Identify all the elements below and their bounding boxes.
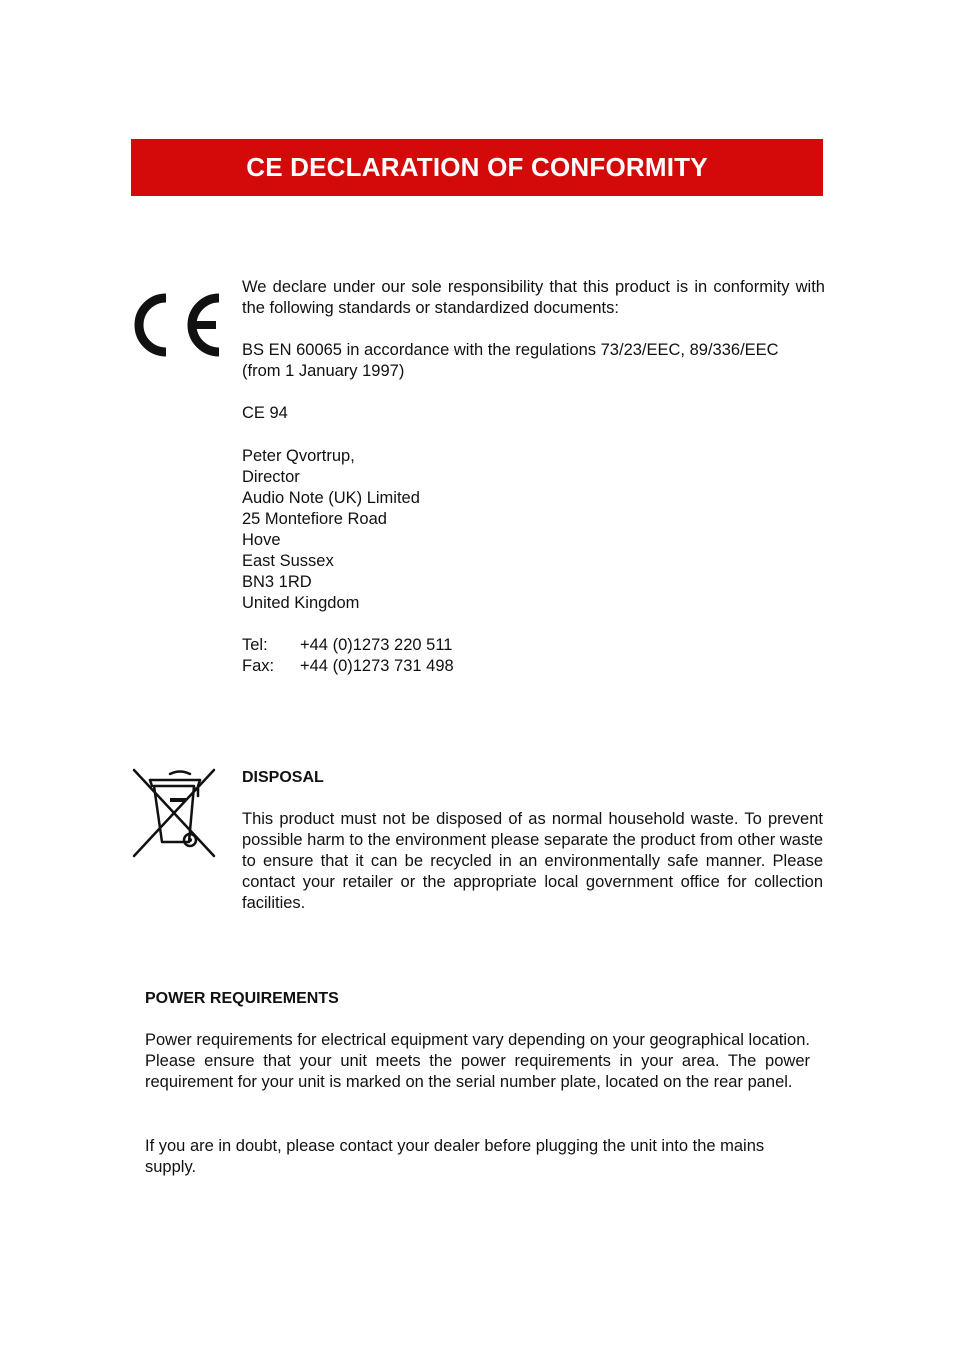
tel-label: Tel: [242, 636, 268, 654]
address-street: 25 Montefiore Road [242, 510, 387, 528]
fax-label: Fax: [242, 657, 275, 675]
tel-row [242, 635, 642, 656]
ce-mark-icon [132, 290, 224, 360]
fax-value: +44 (0)1273 731 498 [300, 657, 454, 675]
disposal-heading: DISPOSAL [242, 769, 324, 786]
power-requirements-heading: POWER REQUIREMENTS [145, 990, 339, 1007]
signatory-role: Director [242, 468, 300, 486]
page-title: CE DECLARATION OF CONFORMITY [246, 152, 708, 182]
address-county: East Sussex [242, 552, 334, 570]
address-town: Hove [242, 531, 281, 549]
power-requirements-text: Power requirements for electrical equipment vary depending on your geographical location. Please ensure that your unit meets the power requirements in your area. The power requirement for your unit is marked on the serial number plate, located on the rear panel. [145, 1031, 810, 1091]
address-postcode: BN3 1RD [242, 573, 312, 591]
disposal-text: This product must not be disposed of as normal household waste. To prevent possible harm to the environment please separate the product from other waste to ensure that it can be recycled in an environmentally safe manner. Please contact your retailer or the appropriate local government office for collection facilities. [242, 810, 823, 912]
ce-code: CE 94 [242, 404, 288, 422]
title-banner [131, 139, 823, 196]
address-country: United Kingdom [242, 594, 360, 612]
contact-details [242, 635, 642, 677]
signatory-name: Peter Qvortrup, [242, 447, 355, 465]
power-doubt-text: If you are in doubt, please contact your dealer before plugging the unit into the mains supply. [145, 1137, 765, 1176]
signatory-address [242, 446, 642, 614]
standard-date: (from 1 January 1997) [242, 362, 405, 380]
standard-line: BS EN 60065 in accordance with the regulations 73/23/EEC, 89/336/EEC [242, 341, 779, 359]
conformity-statement: We declare under our sole responsibility that this product is in conformity with the following standards or standardized documents: [242, 278, 825, 317]
crossed-out-wheelie-bin-icon [132, 766, 218, 858]
company-name: Audio Note (UK) Limited [242, 489, 420, 507]
fax-row [242, 656, 642, 677]
tel-value: +44 (0)1273 220 511 [300, 636, 453, 654]
standards-reference [242, 340, 825, 382]
